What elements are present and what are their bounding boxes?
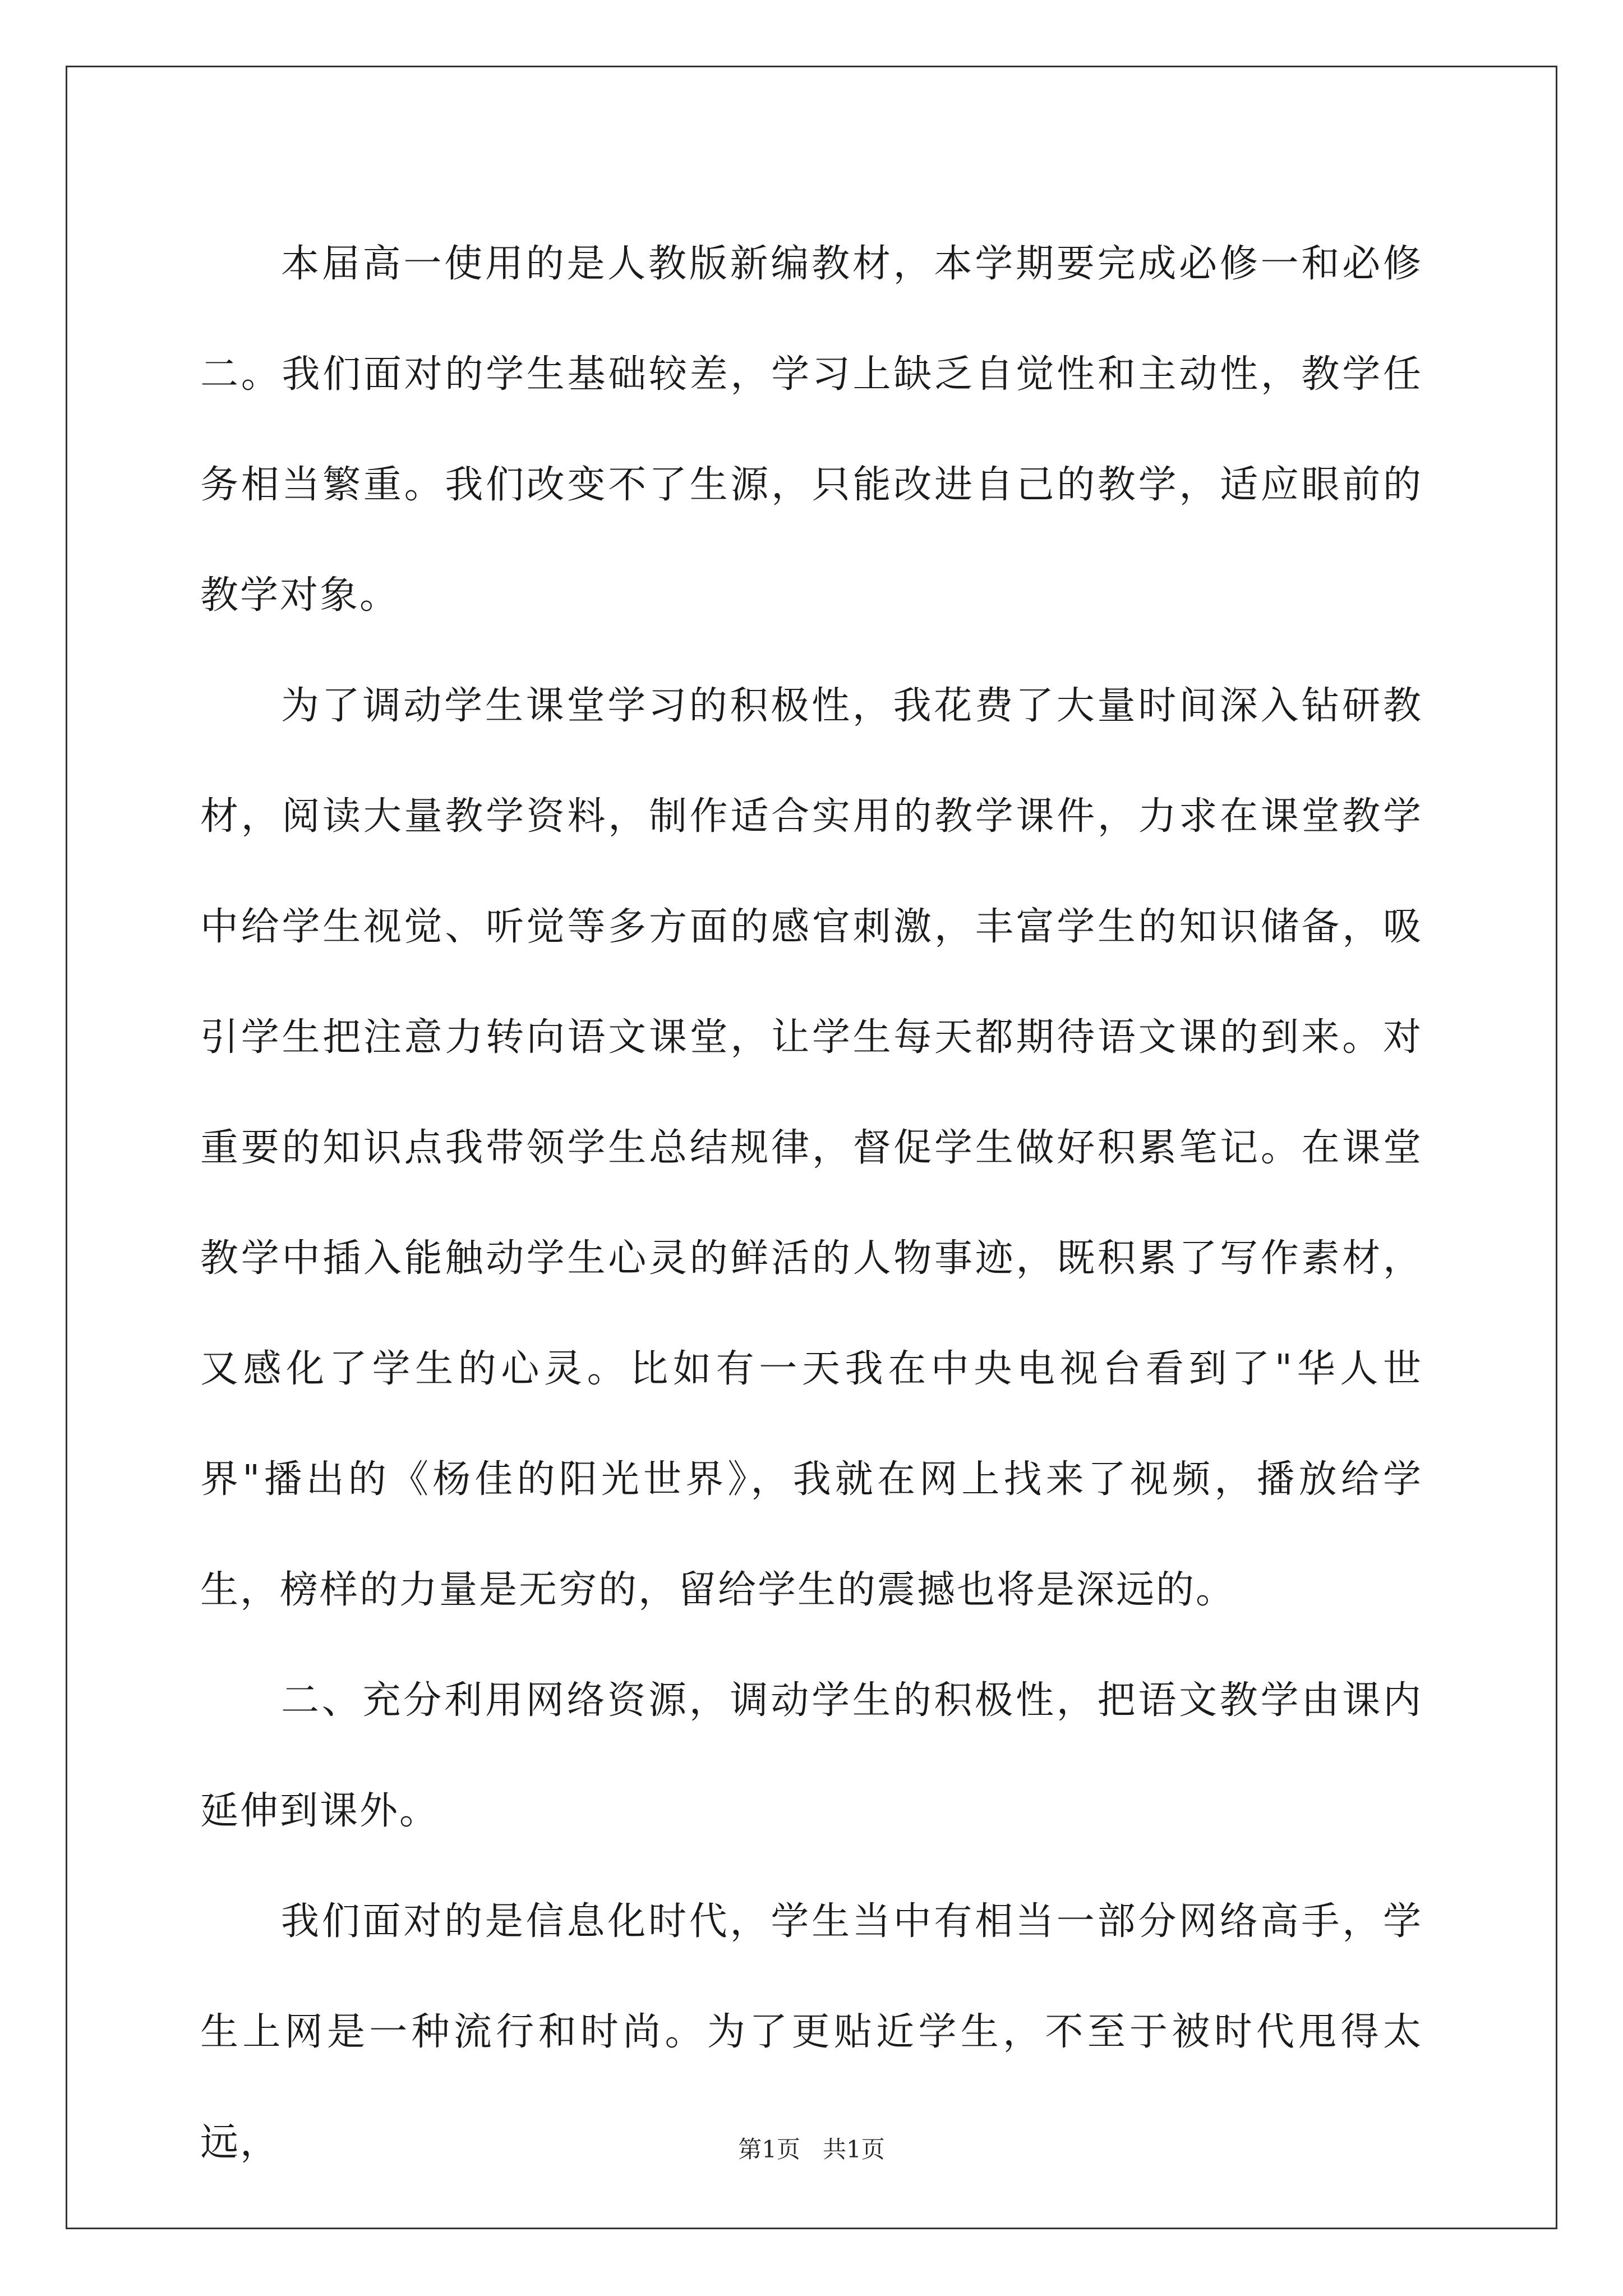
page-footer: 第1页 共1页 — [738, 2136, 885, 2163]
document-body — [200, 209, 1423, 2198]
paragraph-3: 二、充分利用网络资源，调动学生的积极性，把语文教学由课内延伸到课外。 — [200, 1678, 1423, 1833]
paragraph-4: 我们面对的是信息化时代，学生当中有相当一部分网络高手，学生上网是一种流行和时尚。为了更贴近学生，不至于被时代甩得太远， — [200, 1899, 1423, 2165]
paragraph-1: 本届高一使用的是人教版新编教材，本学期要完成必修一和必修二。我们面对的学生基础较差，学习上缺乏自觉性和主动性，教学任务相当繁重。我们改变不了生源，只能改进自己的教学，适应眼前的教学对象。 — [200, 242, 1423, 618]
paragraph-2: 为了调动学生课堂学习的积极性，我花费了大量时间深入钻研教材，阅读大量教学资料，制作适合实用的教学课件，力求在课堂教学中给学生视觉、听觉等多方面的感官刺激，丰富学生的知识储备，吸引学生把注意力转向语文课堂，让学生每天都期待语文课的到来。对重要的知识点我带领学生总结规律，督促学生做好积累笔记。在课堂教学中插入能触动学生心灵的鲜活的人物事迹，既积累了写作素材，又感化了学生的心灵。比如有一天我在中央电视台看到了"华人世界"播出的《杨佳的阳光世界》，我就在网上找来了视频，播放给学生，榜样的力量是无穷的，留给学生的震撼也将是深远的。 — [200, 684, 1423, 1612]
